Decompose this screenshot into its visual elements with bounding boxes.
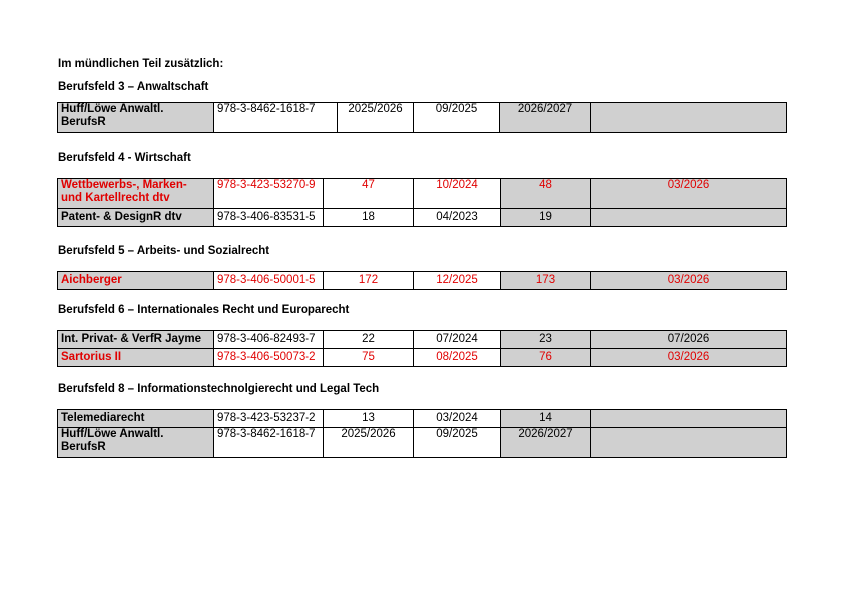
edition: 18 xyxy=(324,209,414,227)
next-edition-date: 03/2026 xyxy=(591,272,787,290)
next-edition-date xyxy=(591,428,787,458)
edition-date: 04/2023 xyxy=(414,209,501,227)
next-edition: 48 xyxy=(501,179,591,209)
book-title: Int. Privat- & VerfR Jayme xyxy=(58,331,214,349)
book-title: Aichberger xyxy=(58,272,214,290)
book-title: Patent- & DesignR dtv xyxy=(58,209,214,227)
next-edition-date: 07/2026 xyxy=(591,331,787,349)
next-edition-date xyxy=(591,209,787,227)
edition-date: 07/2024 xyxy=(414,331,501,349)
next-edition-date: 03/2026 xyxy=(591,349,787,367)
table-berufsfeld-5 xyxy=(57,271,787,290)
table-berufsfeld-3 xyxy=(57,102,787,133)
edition-date: 09/2025 xyxy=(414,428,501,458)
table-row xyxy=(58,410,787,428)
next-edition: 2026/2027 xyxy=(500,103,591,133)
isbn: 978-3-406-83531-5 xyxy=(214,209,324,227)
table-berufsfeld-8 xyxy=(57,409,787,458)
table-berufsfeld-6 xyxy=(57,330,787,367)
next-edition: 76 xyxy=(501,349,591,367)
book-title: Huff/Löwe Anwaltl. BerufsR xyxy=(58,428,214,458)
isbn: 978-3-423-53237-2 xyxy=(214,410,324,428)
table-berufsfeld-4 xyxy=(57,178,787,227)
isbn: 978-3-8462-1618-7 xyxy=(214,103,338,133)
next-edition: 14 xyxy=(501,410,591,428)
edition-date: 03/2024 xyxy=(414,410,501,428)
edition: 172 xyxy=(324,272,414,290)
next-edition: 173 xyxy=(501,272,591,290)
edition-date: 10/2024 xyxy=(414,179,501,209)
edition: 2025/2026 xyxy=(338,103,414,133)
edition-date: 12/2025 xyxy=(414,272,501,290)
book-title: Huff/Löwe Anwaltl. BerufsR xyxy=(58,103,214,133)
edition: 47 xyxy=(324,179,414,209)
edition-date: 08/2025 xyxy=(414,349,501,367)
table-row xyxy=(58,428,787,458)
book-title: Sartorius II xyxy=(58,349,214,367)
table-row xyxy=(58,349,787,367)
table-row xyxy=(58,179,787,209)
isbn: 978-3-406-82493-7 xyxy=(214,331,324,349)
next-edition-date: 03/2026 xyxy=(591,179,787,209)
isbn: 978-3-406-50001-5 xyxy=(214,272,324,290)
book-title: Telemediarecht xyxy=(58,410,214,428)
edition: 75 xyxy=(324,349,414,367)
next-edition: 19 xyxy=(501,209,591,227)
section-heading-berufsfeld-5: Berufsfeld 5 – Arbeits- und Sozialrecht xyxy=(58,245,270,257)
table-row xyxy=(58,331,787,349)
edition: 13 xyxy=(324,410,414,428)
table-row xyxy=(58,103,787,133)
next-edition-date xyxy=(591,103,787,133)
edition: 22 xyxy=(324,331,414,349)
next-edition: 23 xyxy=(501,331,591,349)
edition-date: 09/2025 xyxy=(414,103,500,133)
section-heading-berufsfeld-4: Berufsfeld 4 - Wirtschaft xyxy=(58,152,191,164)
next-edition: 2026/2027 xyxy=(501,428,591,458)
table-row xyxy=(58,209,787,227)
book-title: Wettbewerbs-, Marken- und Kartellrecht dtv xyxy=(58,179,214,209)
section-heading-berufsfeld-3: Berufsfeld 3 – Anwaltschaft xyxy=(58,81,209,93)
next-edition-date xyxy=(591,410,787,428)
section-heading-berufsfeld-8: Berufsfeld 8 – Informationstechnolgierecht und Legal Tech xyxy=(58,383,380,395)
isbn: 978-3-406-50073-2 xyxy=(214,349,324,367)
table-row xyxy=(58,272,787,290)
section-heading-berufsfeld-6: Berufsfeld 6 – Internationales Recht und Europarecht xyxy=(58,304,350,316)
isbn: 978-3-423-53270-9 xyxy=(214,179,324,209)
edition: 2025/2026 xyxy=(324,428,414,458)
isbn: 978-3-8462-1618-7 xyxy=(214,428,324,458)
intro-heading: Im mündlichen Teil zusätzlich: xyxy=(58,58,224,70)
